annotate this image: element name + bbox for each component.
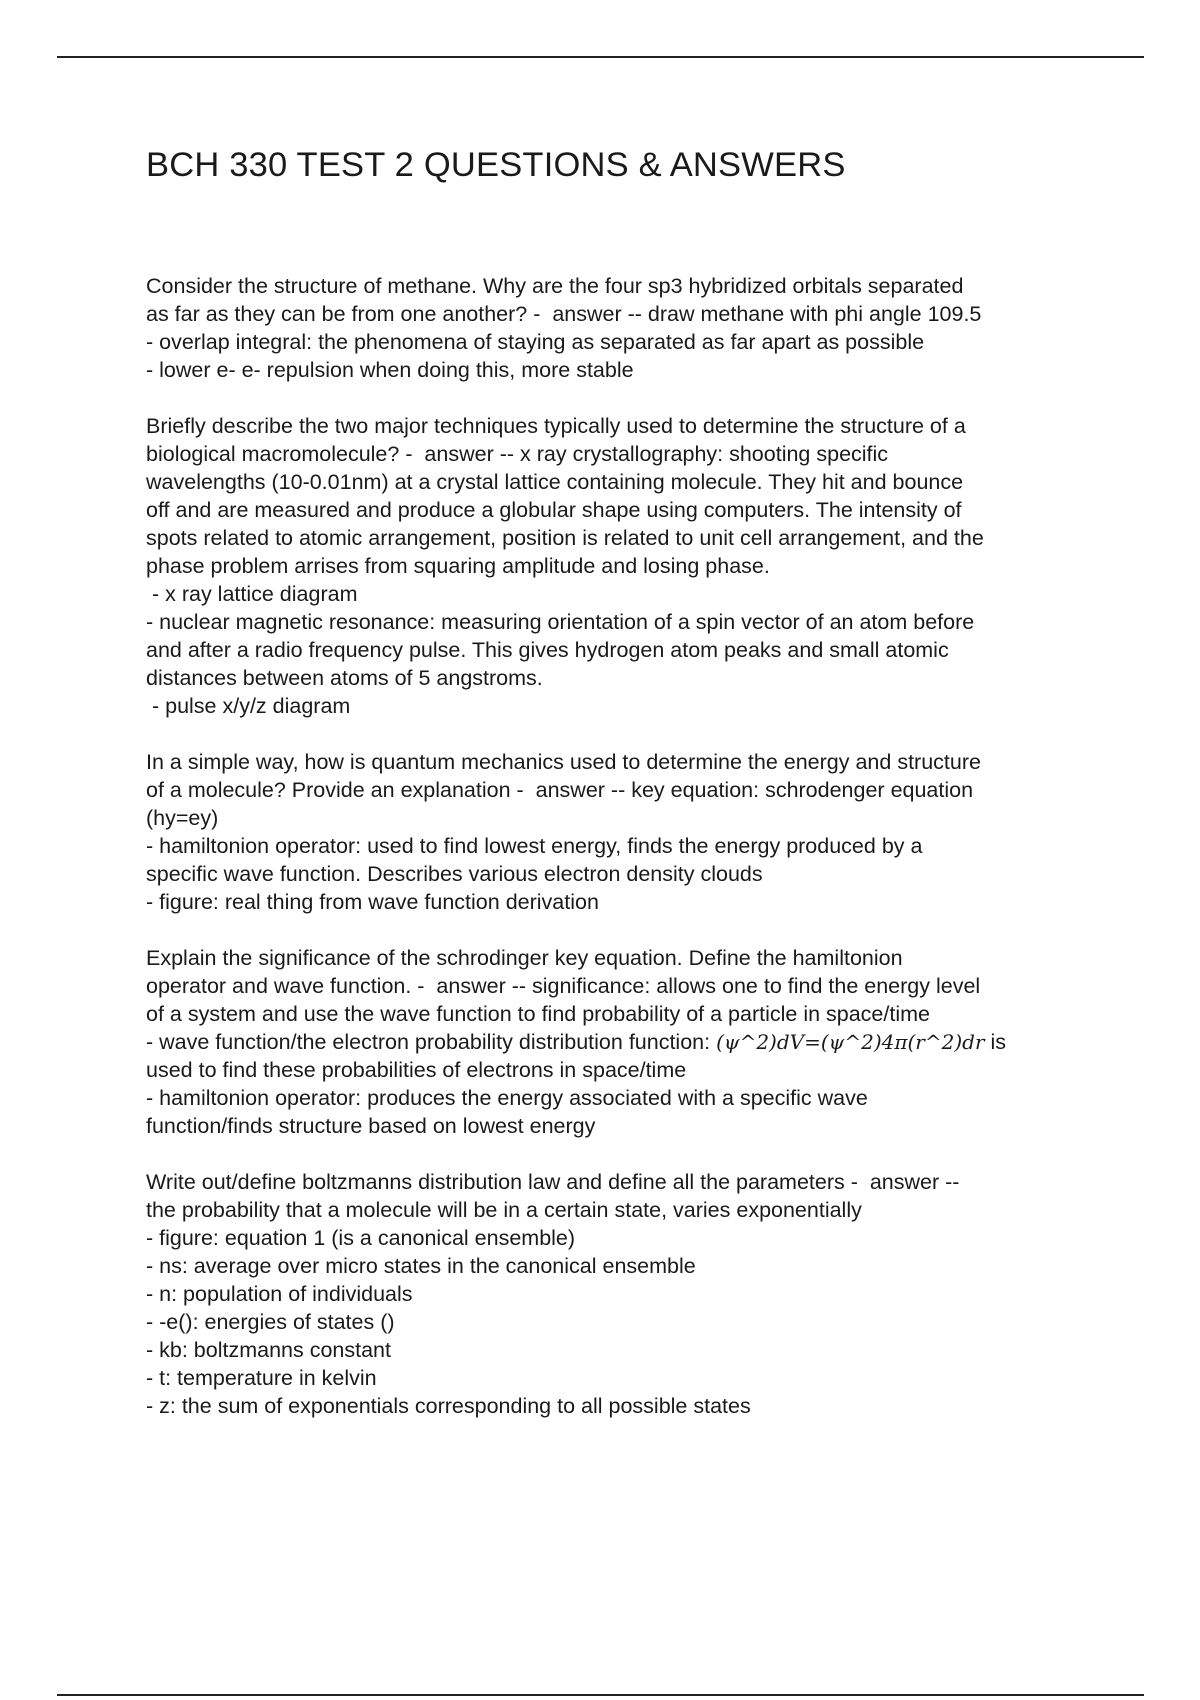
text-line: biological macromolecule? - answer -- x ray crystallography: shooting specific bbox=[146, 442, 889, 466]
qa-block-quantum-mechanics bbox=[146, 748, 1146, 916]
text-line: distances between atoms of 5 angstroms. bbox=[146, 666, 543, 690]
text-line: - hamiltonion operator: produces the energy associated with a specific wave bbox=[146, 1086, 868, 1110]
text-line: spots related to atomic arrangement, position is related to unit cell arrangement, and the bbox=[146, 526, 984, 550]
text-line: phase problem arrises from squaring amplitude and losing phase. bbox=[146, 554, 770, 578]
formula-prefix: - wave function/the electron probability distribution function: bbox=[146, 1030, 717, 1054]
document-body bbox=[146, 272, 1146, 1448]
bottom-rule bbox=[57, 1694, 1144, 1696]
top-rule bbox=[57, 56, 1144, 58]
text-line: Consider the structure of methane. Why are the four sp3 hybridized orbitals separated bbox=[146, 274, 964, 298]
text-line: specific wave function. Describes various electron density clouds bbox=[146, 862, 763, 886]
text-line: as far as they can be from one another? - answer -- draw methane with phi angle 109.5 bbox=[146, 302, 982, 326]
text-line: the probability that a molecule will be in a certain state, varies exponentially bbox=[146, 1198, 862, 1222]
page-title: BCH 330 TEST 2 QUESTIONS & ANSWERS bbox=[146, 146, 846, 184]
text-line: function/finds structure based on lowest energy bbox=[146, 1114, 596, 1138]
text-line: of a system and use the wave function to find probability of a particle in space/time bbox=[146, 1002, 930, 1026]
qa-block-structure-techniques bbox=[146, 412, 1146, 720]
formula-line bbox=[146, 1028, 1146, 1056]
text-line: - overlap integral: the phenomena of staying as separated as far apart as possible bbox=[146, 330, 925, 354]
text-line: - hamiltonion operator: used to find lowest energy, finds the energy produced by a bbox=[146, 834, 923, 858]
text-line: - pulse x/y/z diagram bbox=[146, 694, 351, 718]
text-line: - nuclear magnetic resonance: measuring orientation of a spin vector of an atom before bbox=[146, 610, 975, 634]
text-line: Write out/define boltzmanns distribution law and define all the parameters - answer -- bbox=[146, 1170, 960, 1194]
text-line: Briefly describe the two major techniques typically used to determine the structure of a bbox=[146, 414, 966, 438]
text-line: - t: temperature in kelvin bbox=[146, 1366, 377, 1390]
formula-suffix: is bbox=[984, 1030, 1007, 1054]
qa-block-schrodinger bbox=[146, 944, 1146, 1140]
text-line: and after a radio frequency pulse. This gives hydrogen atom peaks and small atomic bbox=[146, 638, 949, 662]
text-line: - x ray lattice diagram bbox=[146, 582, 358, 606]
text-line: - figure: real thing from wave function derivation bbox=[146, 890, 599, 914]
text-line: - z: the sum of exponentials corresponding to all possible states bbox=[146, 1394, 751, 1418]
text-line: In a simple way, how is quantum mechanics used to determine the energy and structure bbox=[146, 750, 981, 774]
probability-formula: (ψ^2)dV=(ψ^2)4π(r^2)dr bbox=[716, 1030, 985, 1054]
text-line: off and are measured and produce a globular shape using computers. The intensity of bbox=[146, 498, 962, 522]
qa-block-methane bbox=[146, 272, 1146, 384]
text-line: - kb: boltzmanns constant bbox=[146, 1338, 391, 1362]
text-line: - figure: equation 1 (is a canonical ensemble) bbox=[146, 1226, 576, 1250]
text-line: of a molecule? Provide an explanation - answer -- key equation: schrodenger equation bbox=[146, 778, 974, 802]
text-line: - ns: average over micro states in the canonical ensemble bbox=[146, 1254, 696, 1278]
text-line: - n: population of individuals bbox=[146, 1282, 413, 1306]
text-line: (hy=ey) bbox=[146, 806, 219, 830]
text-line: - lower e- e- repulsion when doing this, more stable bbox=[146, 358, 634, 382]
qa-block-boltzmann bbox=[146, 1168, 1146, 1420]
text-line: wavelengths (10-0.01nm) at a crystal lattice containing molecule. They hit and bounce bbox=[146, 470, 964, 494]
text-line: used to find these probabilities of electrons in space/time bbox=[146, 1058, 687, 1082]
text-line: Explain the significance of the schrodinger key equation. Define the hamiltonion bbox=[146, 946, 903, 970]
text-line: - -e(): energies of states () bbox=[146, 1310, 395, 1334]
text-line: operator and wave function. - answer -- significance: allows one to find the energy level bbox=[146, 974, 981, 998]
